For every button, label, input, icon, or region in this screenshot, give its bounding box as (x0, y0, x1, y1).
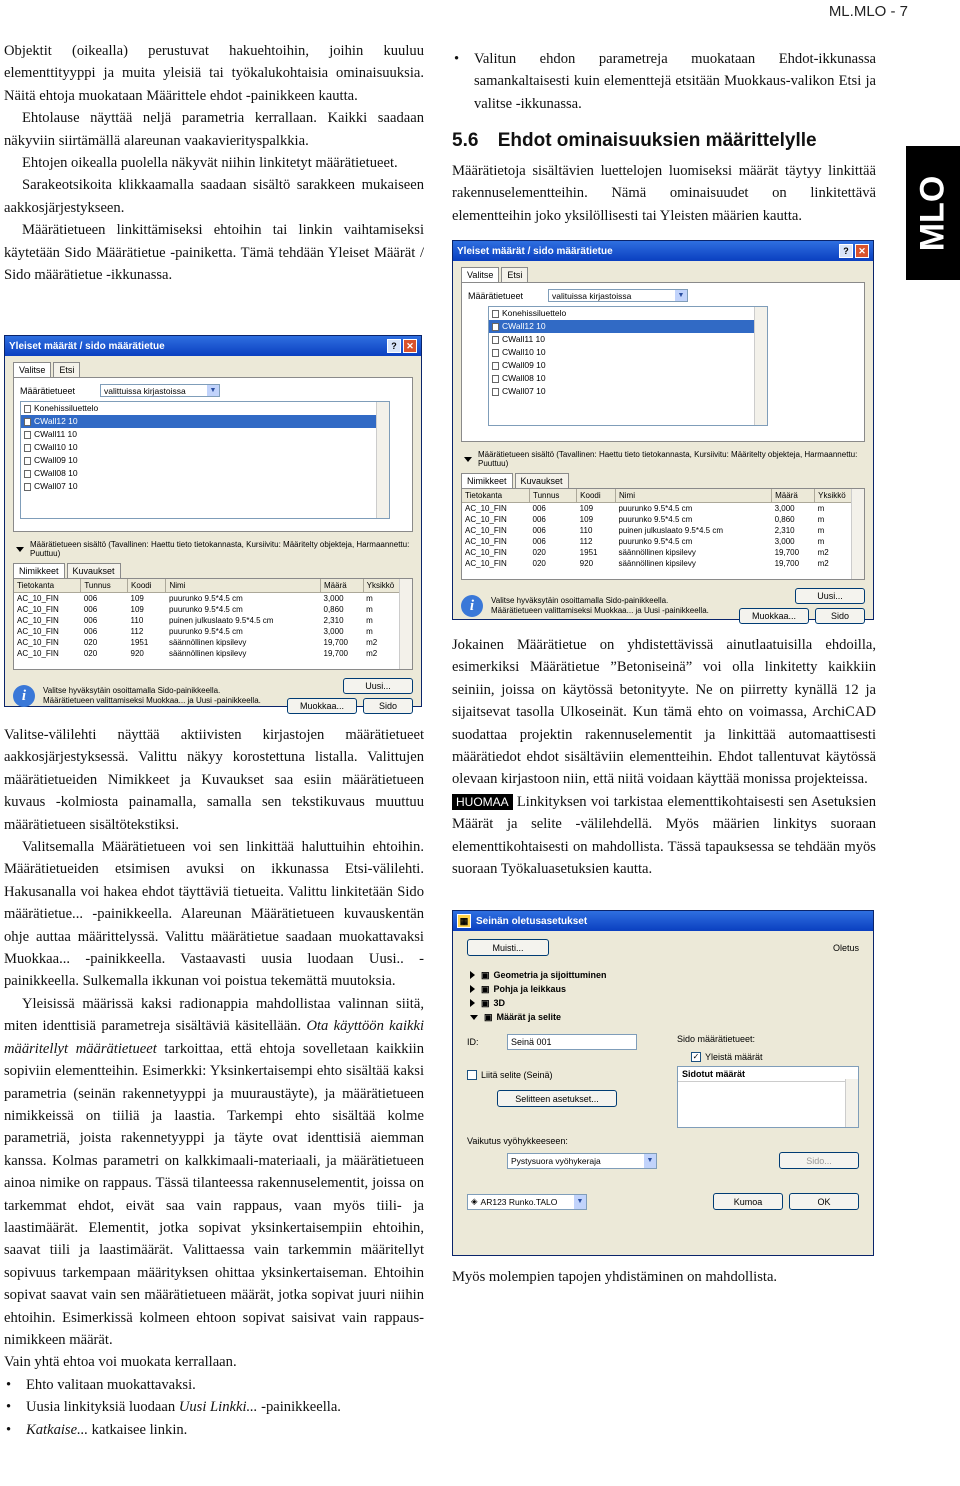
library-dropdown-value: valittuissa kirjastoissa (104, 385, 186, 396)
expand-triangle-icon (470, 971, 475, 979)
document-icon (492, 388, 499, 396)
tab-items[interactable]: Nimikkeet (13, 563, 65, 578)
table-row[interactable]: AC_10_FIN 006 112 puurunko 9.5*4.5 cm 3,000 m (17, 627, 373, 636)
id-field[interactable]: Seinä 001 (507, 1034, 637, 1050)
list-item: • Valitun ehdon parametreja muokataan Ehdot-ikkunassa samankaltaisesti kuin elementtejä etsitään Muokkaus-valikon Etsi ja valitse -ikkunassa. (452, 48, 876, 115)
link-button[interactable]: Sido (815, 608, 865, 624)
info-text: Valitse hyväksytäin osoittamalla Sido-painikkeella. Määrätietueen valittamiseksi Muokkaa... ja Uusi -painikkeella. (491, 596, 709, 615)
link-button-disabled[interactable]: Sido... (779, 1152, 859, 1169)
column-header[interactable]: Määrä (321, 579, 364, 593)
subtab-bar (13, 563, 413, 578)
list-item[interactable]: CWall09 10 (21, 454, 389, 467)
document-icon (24, 457, 31, 465)
default-label: Oletus (832, 942, 859, 953)
expand-triangle-icon[interactable] (464, 457, 472, 462)
tab-select[interactable]: Valitse (461, 267, 499, 282)
id-label: ID: (467, 1037, 479, 1047)
expand-triangle-icon (470, 999, 475, 1007)
body-paragraph: Jokainen Määrätietue on yhdistettävissä ainutlaatuisilla ehdoilla, esimerkiksi Määrätietue ”Betoniseinä” voi olla linkitetty kaikkiin seiniin, joissa on käytössä betonityyte. Ne on piirretty kynällä 12 ja sijaitsevat tasolla Ulkoseinät. Kun tämä ehto on voimassa, ArchiCAD suodattaa projektin rakennuselementit ja linkittää automaattisesti määrätiedot ehdot sisältäviin elementteihin. Ehdot tallentuvat käytössä olevaan kirjastoon niin, että niitä voidaan käyttää monissa projekteissa. (452, 637, 876, 788)
close-icon[interactable]: ✕ (403, 339, 417, 353)
table-row[interactable]: AC_10_FIN 006 109 puurunko 9.5*4.5 cm 3,000 m (465, 504, 825, 513)
table-scrollbar[interactable] (399, 579, 412, 669)
column-header[interactable]: Nimi (615, 489, 771, 503)
list-item-selected[interactable]: CWall12 10 (21, 415, 389, 428)
section-icon: ▣ (481, 969, 490, 980)
chevron-down-icon: ▼ (675, 290, 687, 301)
quantity-list[interactable] (20, 401, 390, 519)
list-item[interactable]: CWall11 10 (489, 333, 767, 346)
list-item[interactable]: CWall08 10 (489, 372, 767, 385)
intro-paragraph: Objektit (oikealla) perustuvat hakuehtoihin, joihin kuuluu elementtityyppi ja muita yleisiä tai työkalukohtaisia ominaisuuksia. Näitä ehtoja muokataan Määrittele ehdot -painikkeen kautta. (4, 43, 424, 104)
dialog-title: Yleiset määrät / sido määrätietue (457, 245, 613, 257)
intro-paragraph: Määrätietueen linkittämiseksi ehtoihin tai linkin vaihtamiseksi käytetään Sido Määrätietue -painiketta. Tämä tehdään Yleiset Määrät / Sido määrätietue -ikkunassa. (4, 222, 424, 284)
info-row (461, 588, 865, 624)
new-button[interactable]: Uusi... (343, 678, 413, 694)
edit-button[interactable]: Muokkaa... (287, 698, 357, 714)
tab-search[interactable]: Etsi (501, 267, 528, 282)
column-header[interactable]: Tietokanta (14, 579, 81, 593)
left-body-text (4, 724, 424, 1441)
list-item: • Ehto valitaan muokattavaksi. (4, 1374, 424, 1396)
document-icon (24, 444, 31, 452)
list-item[interactable]: Konehissiluettelo (21, 402, 389, 415)
document-icon (24, 483, 31, 491)
dialog-titlebar[interactable] (453, 241, 873, 261)
document-icon (492, 349, 499, 357)
section-geometry[interactable]: ▣ Geometria ja sijoittuminen (467, 968, 859, 982)
close-icon[interactable]: ✕ (855, 244, 869, 258)
zone-effect-value: Pystysuora vyöhykeraja (511, 1155, 601, 1166)
table-row[interactable]: AC_10_FIN 006 109 puurunko 9.5*4.5 cm 0,860 m (17, 605, 373, 614)
column-header[interactable]: Yksikkö (815, 489, 864, 503)
list-item[interactable]: CWall11 10 (21, 428, 389, 441)
info-icon: i (13, 685, 35, 707)
dialog-titlebar[interactable] (453, 911, 873, 931)
document-icon (492, 375, 499, 383)
column-header[interactable]: Koodi (577, 489, 616, 503)
tab-items[interactable]: Nimikkeet (461, 473, 513, 488)
body-paragraph: Vain yhtä ehtoa voi muokata kerrallaan. (4, 1354, 237, 1371)
linked-quantities-header: Sidotut määrät (678, 1067, 858, 1082)
tab-bar (13, 362, 413, 377)
tab-descriptions[interactable]: Kuvaukset (515, 473, 569, 488)
section-icon: ▣ (481, 983, 490, 994)
items-table-panel (461, 488, 865, 580)
layer-dropdown[interactable]: ◈ AR123 Runko.TALO ▼ (467, 1194, 587, 1210)
section-number: 5.6 (452, 130, 479, 151)
list-item[interactable]: CWall10 10 (489, 346, 767, 359)
tab-bar (461, 267, 865, 282)
help-icon[interactable]: ? (387, 339, 401, 353)
general-quantities-checkbox[interactable]: ✓ (692, 1052, 700, 1061)
intro-paragraph: Sarakeotsikoita klikkaamalla saadaan sisältö sarakkeen mukaiseen aakkosjärjestykseen. (4, 177, 424, 216)
document-icon (24, 470, 31, 478)
document-icon (24, 418, 31, 426)
expand-triangle-icon (470, 985, 475, 993)
quantity-list[interactable] (488, 306, 768, 426)
table-row[interactable]: AC_10_FIN 020 920 säännöllinen kipsilevy 19,700 m2 (465, 559, 829, 568)
general-quantities-text: Yleistä määrät (705, 1052, 763, 1062)
effect-zone-label: Vaikutus vyöhykkeeseen: (467, 1136, 568, 1146)
list-item[interactable]: CWall07 10 (21, 480, 389, 493)
items-table-panel (13, 578, 413, 670)
table-row[interactable]: AC_10_FIN 006 110 puinen julkuslaato 9.5*4.5 cm 2,310 m (17, 616, 373, 625)
list-item: • Uusia linkityksiä luodaan Uusi Linkki... -painikkeella. (4, 1396, 424, 1418)
tab-search[interactable]: Etsi (53, 362, 80, 377)
chapter-side-tab-label: MLO (913, 175, 952, 251)
section-icon: ▣ (481, 997, 490, 1008)
document-icon (492, 362, 499, 370)
section-3d[interactable]: ▣ 3D (467, 996, 859, 1010)
dialog-title: Yleiset määrät / sido määrätietue (9, 340, 165, 352)
chevron-down-icon: ▼ (574, 1195, 586, 1209)
section-heading (452, 130, 876, 152)
body-paragraph: Valitsemalla Määrätietueen voi sen linkittää haluttuihin ehtoihin. Määrätietueiden etsimisen avuksi on ikkunassa Etsi-välilehti. Hakusanalla voi hakea ehdot täyttäviä tietueita. Valittu linkitetään Sido määrätietue... -painikkeella. Alareunan Määrätietueen kuvauskentän ohje auttaa määrittelyssä. Valittu määrätietue saadaan muokattavaksi Muokkaa... -painikkeella. Vastaavasti uusia luodaan Uusi.. -painikkeella. Sulkemalla ikkunan voi poistua tekemättä muutoksia. (4, 839, 424, 990)
add-label-checkbox[interactable] (467, 1070, 477, 1080)
tab-panel (13, 377, 413, 532)
page-number-label: ML.MLO - 7 (828, 3, 908, 20)
section-icon: ▣ (484, 1011, 493, 1022)
new-button[interactable]: Uusi... (795, 588, 865, 604)
zone-effect-dropdown[interactable] (507, 1153, 657, 1169)
list-item: • Katkaise... katkaisee linkin. (4, 1419, 424, 1441)
list-label: Määrätietueet (20, 385, 76, 396)
dialog-titlebar[interactable] (5, 336, 421, 356)
chevron-down-icon: ▼ (207, 385, 219, 396)
layers-icon: ◈ (471, 1196, 478, 1206)
column-header[interactable]: Tunnus (81, 579, 128, 593)
note-paragraph: HUOMAA Linkityksen voi tarkistaa elementtikohtaisesti sen Asetuksien Määrät ja selite -välilehdellä. Myös määrien linkitys suoraan elementtikohtaisesti on mahdollista. Tässä tapauksessa se tehdään myös suoraan Työkaluasetuksien kautta. (452, 793, 876, 878)
bullet-list (4, 1374, 424, 1441)
link-quantity-dialog-right (452, 240, 874, 620)
info-icon: i (461, 595, 483, 617)
section-quantities[interactable]: ▣ Määrät ja selite (467, 1010, 859, 1024)
list-item-selected[interactable]: CWall12 10 (489, 320, 767, 333)
figure-caption: Myös molempien tapojen yhdistäminen on mahdollista. (452, 1269, 778, 1285)
list-item[interactable]: CWall07 10 (489, 385, 767, 398)
items-table (462, 489, 864, 569)
table-row[interactable]: AC_10_FIN 020 1951 säännöllinen kipsilevy 19,700 m2 (17, 638, 378, 647)
intro-paragraph: Ehtolause näyttää neljä parametria kerrallaan. Kaikki saadaan näkyviin siirtämällä alareunan vaakavierityspalkkia. (4, 110, 424, 149)
expand-triangle-icon[interactable] (16, 547, 24, 552)
section-title: Ehdot ominaisuuksien määrittelylle (497, 130, 817, 151)
dialog-title: Seinän oletusasetukset (476, 915, 588, 927)
wall-tool-icon: ▦ (457, 914, 471, 928)
right-top-text (452, 48, 876, 115)
document-icon (492, 323, 499, 331)
link-quantity-dialog-left (4, 335, 422, 711)
edit-button[interactable]: Muokkaa... (739, 608, 809, 624)
intro-paragraph: Ehtojen oikealla puolella näkyvät niihin linkitetyt määrätietueet. (22, 155, 398, 172)
column-header[interactable]: Määrä (772, 489, 815, 503)
body-paragraph: Valitse-välilehti näyttää aktiivisten kirjastojen määrätietueet aakkosjärjestyksessä. Valittu näkyy korostettuna listalla. Valittujen määrätietueiden Nimikkeet ja Kuvaukset saa esiin määrätietueen kuvaus -kolmiosta painamalla, samalla sen tekstikuvaus muuttuu määrätietueen sisältötekstiksi. (4, 727, 424, 833)
chapter-side-tab (906, 146, 960, 280)
body-paragraph: Yleisissä määrissä kaksi radionappia mahdollistaa valinnan siitä, miten identtisiä parametreja sisältäviä käsitellään. Ota käyttöön kaikki määritellyt määrätietueet tarkoittaa, että ehtoja sovelletaan kaikkiin sopiviin elementteihin. Esimerkki: Yksinkertaisempi ehto sisältää kaksi parametria (seinän rakennetyyppi ja muuraustäyte), ja määrätietueen nimikkeissä on tiiliä ja laastia. Tarkempi ehto sisältää kolme parametriä, joista rakennetyyppi ja täyte ovat identtisiä aiemman kanssa. Kolmas parametri on kalkkimaali-materiaali, ja määrätietueen ainoa nimike on rappaus. Tässä tilanteessa rakennuselementit, joissa on tarkemmat ehdot, eivät saa vain rappaus, vaan myös tiili- ja laastimäärät. Elementit, jotka sopivat yksinkertaisempiin ehtoihin, saavat tiili ja laastimäärät. Valittaessa vain tarkemmin määritellyt sopivuus tarkempaan määrityksen ohittaa yksinkertaiseman. Ehtoihin sopivat saavat vain sen määrätietueen määrät, jotka sopivat juuri niihin ehtoihin. Esimerkissä kolmeen ehtoon sopivat saisivat vain rappaus-nimikkeen määrät. (4, 995, 425, 1348)
document-icon (492, 336, 499, 344)
favorites-button[interactable]: Muisti... (467, 939, 549, 956)
tab-descriptions[interactable]: Kuvaukset (67, 563, 121, 578)
bullet-list (452, 48, 876, 115)
collapse-triangle-icon (470, 1015, 478, 1020)
column-header[interactable]: Tunnus (530, 489, 577, 503)
list-item[interactable]: CWall08 10 (21, 467, 389, 480)
list-scrollbar[interactable] (754, 307, 767, 425)
content-description-row (13, 540, 413, 558)
ok-button[interactable]: OK (789, 1193, 859, 1210)
document-icon (24, 431, 31, 439)
table-row[interactable]: AC_10_FIN 006 109 puurunko 9.5*4.5 cm 0,860 m (465, 515, 825, 524)
library-dropdown[interactable] (548, 289, 688, 302)
list-item[interactable]: CWall10 10 (21, 441, 389, 454)
subtab-bar (461, 473, 865, 488)
label-settings-button[interactable]: Selitteen asetukset... (497, 1090, 617, 1107)
right-middle-text (452, 634, 876, 880)
content-description: Määrätietueen sisältö (Tavallinen: Haettu tieto tietokannasta, Kursiivitu: Määritelty objekteja, Harmaannettu: Puuttuu) (30, 540, 410, 558)
column-header[interactable]: Nimi (166, 579, 321, 593)
table-row[interactable]: AC_10_FIN 006 109 puurunko 9.5*4.5 cm 3,000 m (17, 594, 373, 603)
chevron-down-icon: ▼ (644, 1154, 656, 1168)
cancel-button[interactable]: Kumoa (713, 1193, 783, 1210)
tab-select[interactable]: Valitse (13, 362, 51, 377)
list-label: Määrätietueet (468, 290, 524, 301)
table-scrollbar[interactable] (851, 489, 864, 579)
content-description-row (461, 450, 865, 468)
info-text: Valitse hyväksytäin osoittamalla Sido-painikkeella. Määrätietueen valittamiseksi Muokkaa... ja Uusi -painikkeella. (43, 686, 261, 705)
list-scrollbar[interactable] (376, 402, 389, 518)
help-icon[interactable]: ? (839, 244, 853, 258)
table-row[interactable]: AC_10_FIN 020 1951 säännöllinen kipsilevy 19,700 m2 (465, 548, 829, 557)
tab-panel (461, 282, 865, 442)
document-icon (492, 310, 499, 318)
link-quantities-label: Sido määrätietueet: (677, 1034, 756, 1044)
left-intro-text (4, 40, 424, 286)
column-header[interactable]: Tietokanta (462, 489, 530, 503)
table-row[interactable]: AC_10_FIN 006 112 puurunko 9.5*4.5 cm 3,000 m (465, 537, 825, 546)
column-header[interactable]: Yksikkö (363, 579, 411, 593)
column-header[interactable]: Koodi (128, 579, 166, 593)
table-row[interactable]: AC_10_FIN 020 920 säännöllinen kipsilevy 19,700 m2 (17, 649, 378, 658)
content-description: Määrätietueen sisältö (Tavallinen: Haettu tieto tietokannasta, Kursiivitu: Määritelty objekteja, Harmaannettu: Puuttuu) (478, 450, 858, 468)
library-dropdown[interactable] (100, 384, 220, 397)
table-row[interactable]: AC_10_FIN 006 110 puinen julkuslaato 9.5*4.5 cm 2,310 m (465, 526, 825, 535)
document-icon (24, 405, 31, 413)
linked-quantities-list[interactable] (677, 1066, 859, 1128)
wall-default-settings-dialog (452, 910, 874, 1256)
library-dropdown-value: valituissa kirjastoissa (552, 290, 632, 301)
section-floorplan[interactable]: ▣ Pohja ja leikkaus (467, 982, 859, 996)
link-button[interactable]: Sido (363, 698, 413, 714)
note-tag: HUOMAA (452, 794, 513, 810)
list-scrollbar[interactable] (845, 1079, 858, 1127)
section-intro: Määrätietoja sisältävien luettelojen luomiseksi määrät täytyy linkittää rakennuselementteihin. Nämä ominaisuudet on linkitettävä elementteihin joko yksilöllisesti tai Yleisten määrien kautta. (452, 163, 876, 224)
add-label-text: Liitä selite (Seinä) (481, 1070, 553, 1080)
info-row (13, 678, 413, 714)
items-table (14, 579, 412, 659)
list-item[interactable]: Konehissiluettelo (489, 307, 767, 320)
list-item[interactable]: CWall09 10 (489, 359, 767, 372)
